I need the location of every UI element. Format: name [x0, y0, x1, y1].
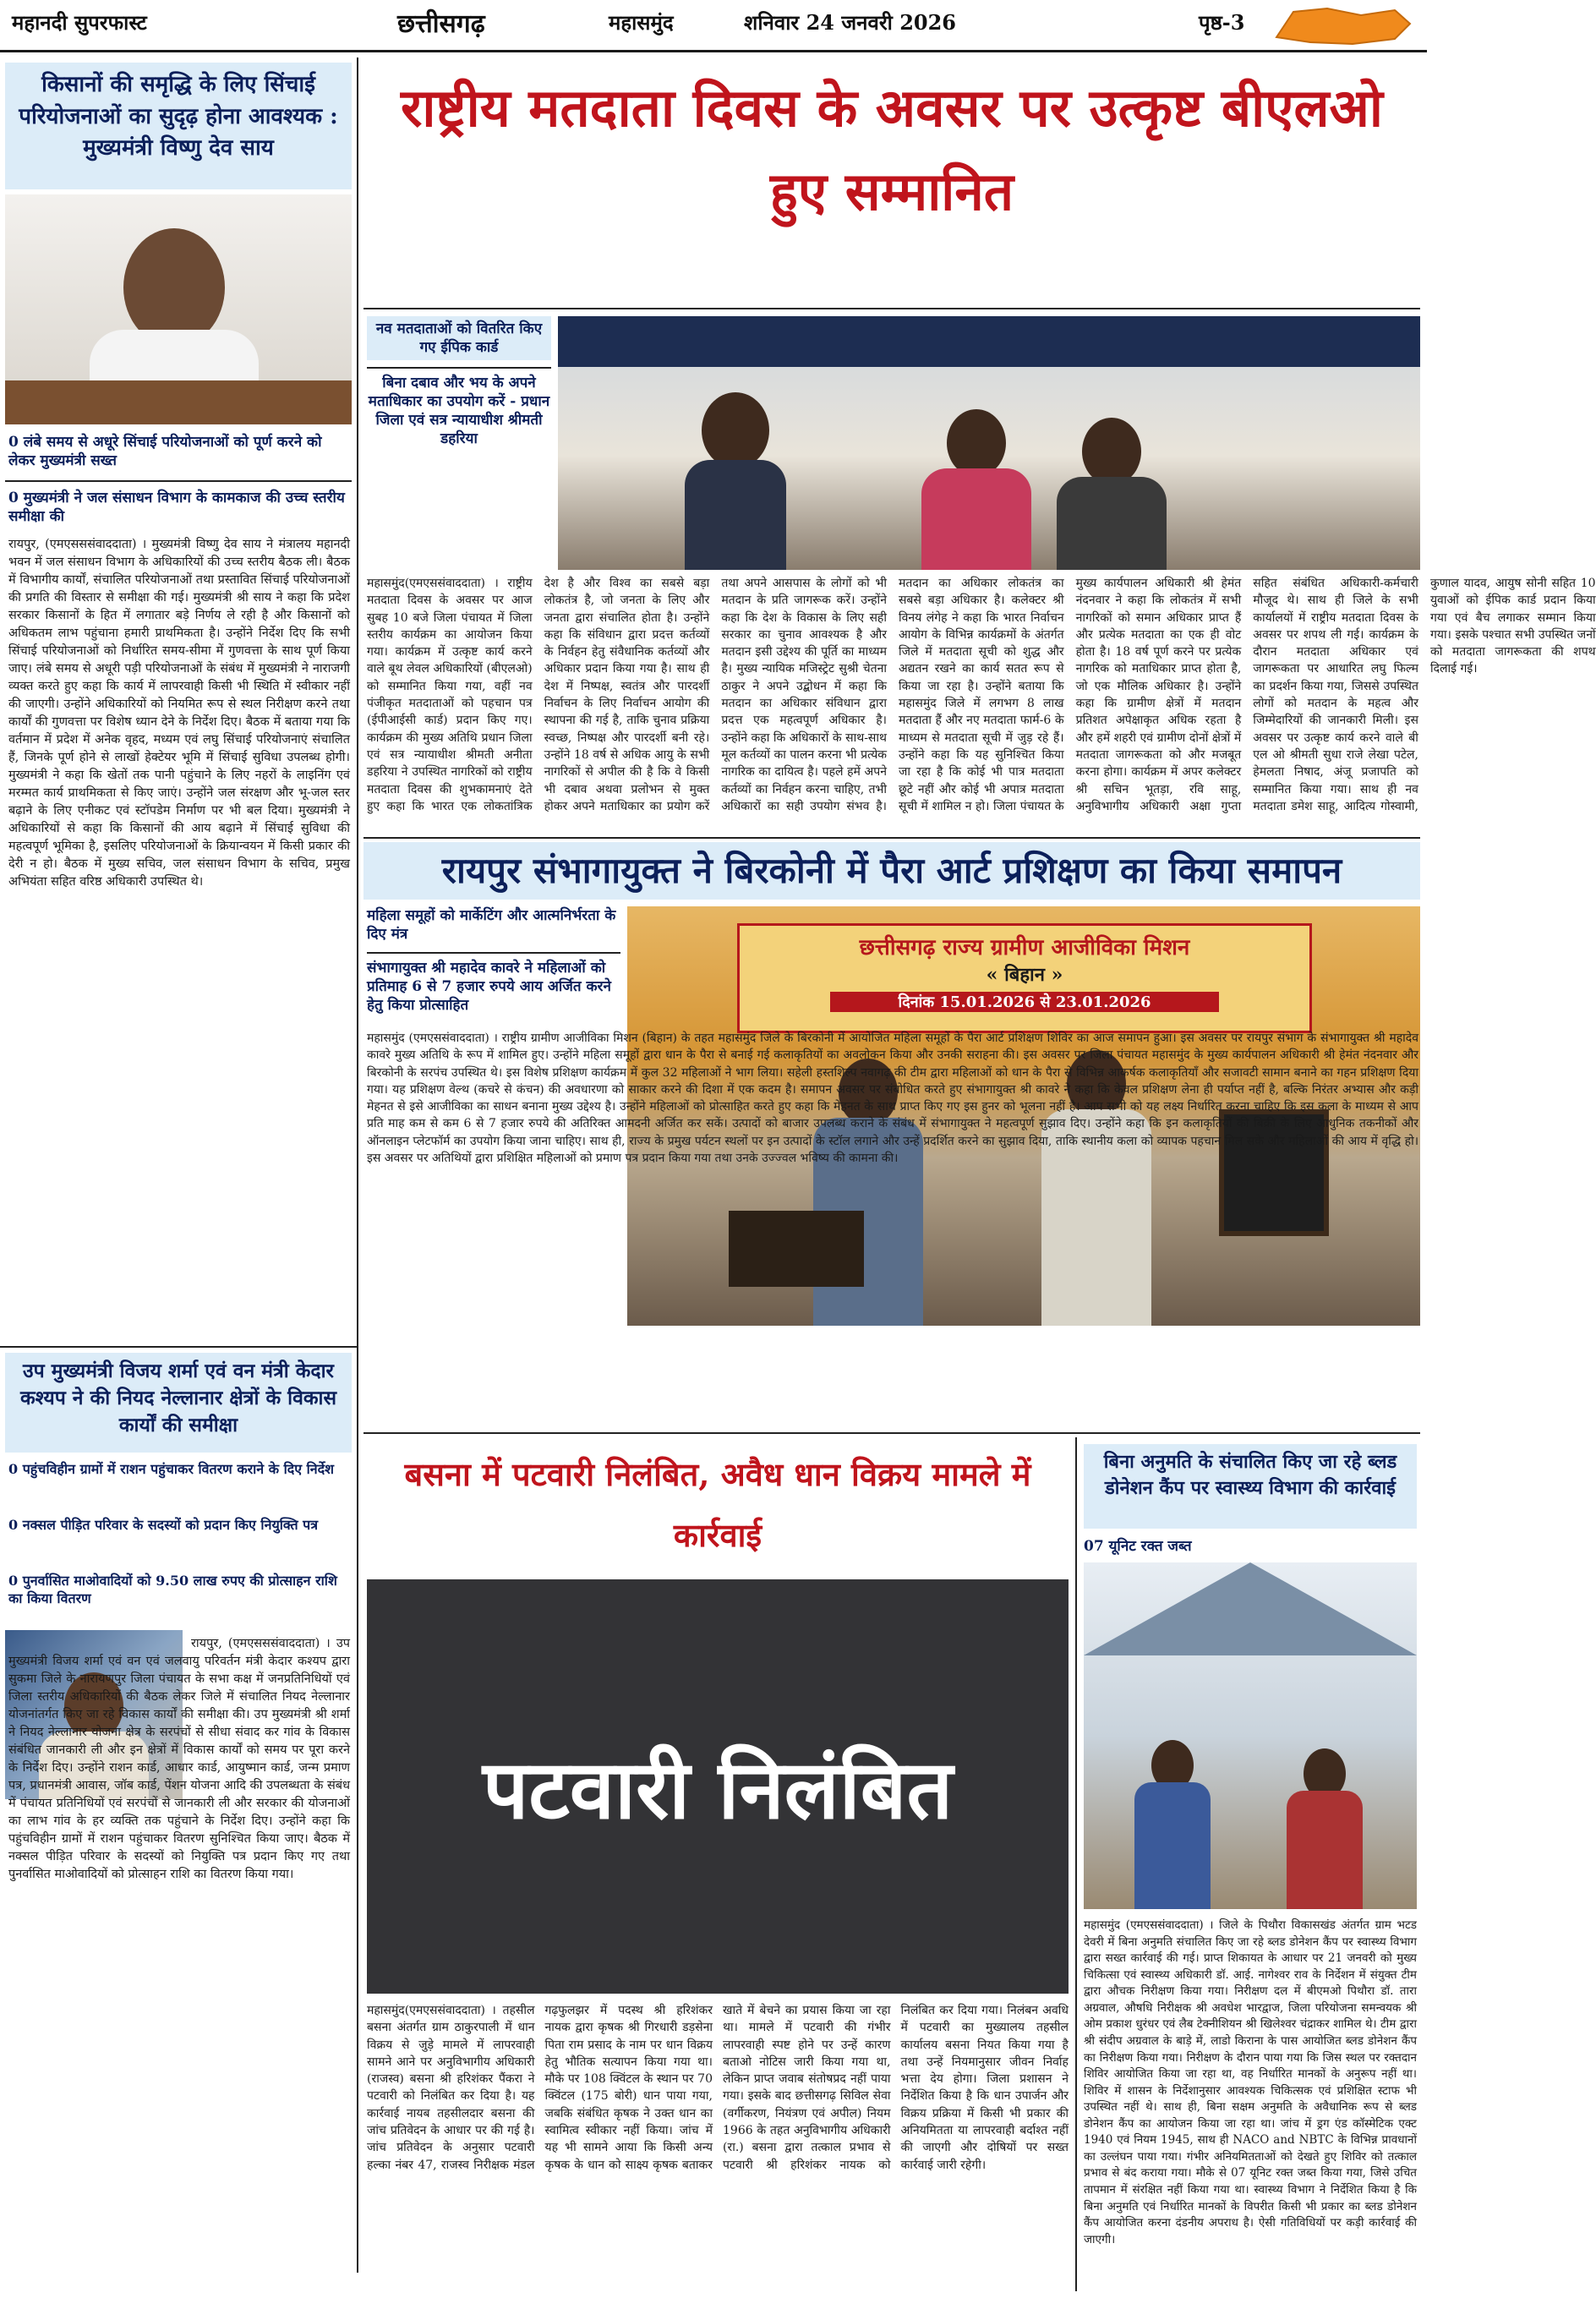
patwari-image-text: पटवारी निलंबित — [482, 1742, 954, 1837]
bla-body: महासमुंद(एमएससंवाददाता) । राष्ट्रीय मतदाता दिवस के अवसर पर आज सुबह 10 बजे जिला पंचायत में जिला स्तरीय कार्यक्रम का आयोजन किया गया। कार्यक्रम में उत्कृष्ट कार्य करने वाले बूथ लेवल अधिकारियों (बीएलओ) को सम्मानित किया गया, वहीं नव पंजीकृत मतदाताओं को पहचान पत्र (ईपीआईसी कार्ड) प्रदान किए गए। कार्यक्रम की मुख्य अतिथि प्रधान जिला एवं सत्र न्यायाधीश श्रीमती अनीता डहरिया ने उपस्थित नागरिकों को राष्ट्रीय मतदाता दिवस की शुभकामनाएं देते हुए कहा कि भारत एक लोकतांत्रिक देश है और विश्व का सबसे बड़ा लोकतंत्र है, जो जनता के लिए और जनता द्वारा संचालित होता है। उन्होंने कहा कि संविधान द्वारा प्रदत्त कर्तव्यों के निर्वहन हेतु संवैधानिक कर्तव्यों और अधिकार प्रदान किया गया है। साथ ही देश में निष्पक्ष, स्वतंत्र और पारदर्शी निर्वाचन के लिए निर्वाचन आयोग की स्थापना की गई है, ताकि चुनाव प्रक्रिया स्वच्छ, निष्पक्ष और पारदर्शी बनी रहे। उन्होंने 18 वर्ष से अधिक आयु के सभी नागरिकों से अपील की है कि वे किसी भी दबाव अथवा प्रलोभन से मुक्त होकर अपने मताधिकार का प्रयोग करें तथा अपने आसपास के लोगों को भी मतदान के प्रति जागरूक करें। उन्होंने कहा कि देश के विकास के लिए सही सरकार का चुनाव आवश्यक है और मतदान इसी उद्देश्य की पूर्ति का माध्यम है। मुख्य न्यायिक मजिस्ट्रेट सुश्री चेतना ठाकुर ने अपने उद्बोधन में कहा कि मतदान का अधिकार संविधान द्वारा प्रदत्त एक महत्वपूर्ण अधिकार है। उन्होंने कहा कि अधिकारों के साथ-साथ मूल कर्तव्यों का पालन करना भी प्रत्येक नागरिक का दायित्व है। पहले हमें अपने कर्तव्यों का निर्वहन करना चाहिए, तभी अधिकारों का सही उपयोग संभव है। मतदान का अधिकार लोकतंत्र का सबसे बड़ा अधिकार है। कलेक्टर श्री विनय लंगेह ने कहा कि भारत निर्वाचन आयोग के विभिन्न कार्यक्रमों के अंतर्गत जिले में मतदाता सूची को शुद्ध और अद्यतन रखने का कार्य सतत रूप से किया जा रहा है। उन्होंने बताया कि महासमुंद जिले में लगभग 8 लाख मतदाता हैं और नए मतदाता फार्म-6 के माध्यम से मतदाता सूची में जुड़ रहे हैं। उन्होंने कहा कि यह सुनिश्चित किया जा रहा है कि कोई भी पात्र मतदाता छूटे नहीं और कोई भी अपात्र मतदाता सूची में शामिल न हो। जिला पंचायत के मुख्य कार्यपालन अधिकारी श्री हेमंत नंदनवार ने कहा कि लोकतंत्र में सभी नागरिकों को समान अधिकार प्राप्त हैं और प्रत्येक मतदाता का एक ही वोट होता है। 18 वर्ष पूर्ण करने पर प्रत्येक नागरिक को मताधिकार प्राप्त होता है, जो एक मौलिक अधिकार है। उन्होंने कहा कि ग्रामीण क्षेत्रों में मतदान प्रतिशत अपेक्षाकृत अधिक रहता है और हमें शहरी एवं ग्रामीण दोनों क्षेत्रों में मतदाता जागरूकता को और मजबूत करना होगा। कार्यक्रम में अपर कलेक्टर श्री सचिन भूतड़ा, रवि साहू, अनुविभागीय अधिकारी अक्षा गुप्ता सहित संबंधित अधिकारी-कर्मचारी मौजूद थे। साथ ही जिले के सभी कार्यालयों में राष्ट्रीय मतदाता दिवस के अवसर पर शपथ ली गई। कार्यक्रम के दौरान मतदाता अधिकार एवं जागरूकता पर आधारित लघु फिल्म का प्रदर्शन किया गया, जिससे उपस्थित लोगों को मतदान के महत्व और जिम्मेदारियों की जानकारी मिली। इस अवसर पर उत्कृष्ट कार्य करने वाले बी एल ओ श्रीमती सुधा राजे लेखा पटेल, हेमलता निषाद, अंजू प्रजापति को सम्मानित किया गया। साथ ही नव मतदाता डमेश साहू, आदित्य गोस्वामी, कुणाल यादव, आयुष सोनी सहित 10 युवाओं को ईपिक कार्ड प्रदान किया गया एवं बैच लगाकर सम्मान किया गया। इसके पश्चात सभी उपस्थित जनों को मतदाता जागरूकता की शपथ दिलाई गई। — [367, 577, 1596, 813]
story1-bullet-2: 0 मुख्यमंत्री ने जल संसाधन विभाग के कामकाज की उच्च स्तरीय समीक्षा की — [8, 490, 345, 526]
bla-side-1: नव मतदाताओं को वितरित किए गए ईपिक कार्ड — [367, 316, 551, 360]
bla-sidebar — [367, 316, 551, 449]
story2-headline-box — [5, 1353, 352, 1453]
state-map-icon — [1260, 3, 1420, 49]
story2-bullet-1: 0 पहुंचविहीन ग्रामों में राशन पहुंचाकर वितरण कराने के दिए निर्देश — [8, 1461, 335, 1477]
masthead — [0, 0, 1427, 52]
state-name: छत्तीसगढ़ — [397, 9, 485, 39]
blood-headline: बिना अनुमति के संचालित किए जा रहे ब्लड डोनेशन कैंप पर स्वास्थ्य विभाग की कार्रवाई — [1084, 1444, 1417, 1529]
para-banner-date: दिनांक 15.01.2026 से 23.01.2026 — [830, 992, 1219, 1012]
patwari-image — [367, 1579, 1069, 1994]
story1-photo — [5, 194, 352, 424]
para-banner — [737, 923, 1312, 1033]
story2-bullet-2: 0 नक्सल पीड़ित परिवार के सदस्यों को प्रदान किए नियुक्ति पत्र — [8, 1517, 319, 1533]
blood-side-1: 07 यूनिट रक्त जब्त — [1084, 1538, 1192, 1555]
patwari-headline: बसना में पटवारी निलंबित, अवैध धान विक्रय मामले में कार्रवाई — [404, 1455, 1031, 1555]
para-body: महासमुंद (एमएससंवाददाता) । राष्ट्रीय ग्रामीण आजीविका मिशन (बिहान) के तहत महासमुंद जिले के बिरकोनी में आयोजित महिला समूहों के पैरा आर्ट प्रशिक्षण शिविर का आज समापन हुआ। इस अवसर पर रायपुर संभाग के संभागायुक्त श्री महादेव कावरे मुख्य अतिथि के रूप में शामिल हुए। उन्होंने महिला समूहों द्वारा धान के पैरा से बनाई गई कलाकृतियों का अवलोकन किया और उनकी सराहना की। इस अवसर पर जिला पंचायत महासमुंद के मुख्य कार्यपालन अधिकारी श्री हेमंत नंदनवार और बिरकोनी के सरपंच उपस्थित थे। इस विशेष प्रशिक्षण कार्यक्रम में कुल 32 महिलाओं ने भाग लिया। सहेली हस्तशिल्प नवागढ़ की टीम द्वारा महिलाओं को धान के पैरा से विभिन्न आकर्षक कलाकृतियाँ और सजावटी सामान बनाने का गहन प्रशिक्षण दिया गया। यह प्रशिक्षण वेल्थ (कचरे से कंचन) की अवधारणा को साकार करने की दिशा में एक कदम है। समापन अवसर पर संबोधित करते हुए संभागायुक्त श्री कावरे ने कहा कि केवल प्रशिक्षण लेना ही पर्याप्त नहीं है, बल्कि निरंतर अभ्यास और कड़ी मेहनत से इसे आजीविका का साधन बनाना मुख्य उद्देश्य है। उन्होंने महिलाओं को प्रोत्साहित करते हुए कहा कि मेहनत के साथ प्राप्त किए गए इस हुनर को भूलना नहीं है। आप सभी को यह लक्ष्य निर्धारित करना चाहिए कि इस कला के माध्यम से आप प्रति माह कम से कम 6 से 7 हजार रुपये की अतिरिक्त आमदनी अर्जित कर सकें। उत्पादों को बाजार उपलब्ध कराने के संबंध में संभागायुक्त ने महत्वपूर्ण सुझाव दिए। उन्होंने कहा कि इन कलाकृतियों की बिक्री के लिए आधुनिक तकनीकों और ऑनलाइन प्लेटफॉर्म का उपयोग किया जाना चाहिए। साथ ही, राज्य के प्रमुख पर्यटन स्थलों पर इन उत्पादों के स्टॉल लगाने और उन्हें प्रदर्शित करने का सुझाव दिया, ताकि स्थानीय कला को व्यापक पहचान मिल सके और महिलाओं की आय में वृद्धि हो। इस अवसर पर अतिथियों द्वारा प्रशिक्षित महिलाओं को प्रमाण पत्र प्रदान किया गया तथा उनके उज्ज्वल भविष्य की कामना की। — [367, 1031, 1418, 1166]
page-number: पृष्ठ-3 — [1199, 10, 1245, 35]
para-side-1: महिला समूहों को मार्केटिंग और आत्मनिर्भरता के दिए मंत्र — [367, 907, 616, 944]
story2-bullet-3: 0 पुनर्वासित माओवादियों को 9.50 लाख रुपए की प्रोत्साहन राशि का किया वितरण — [8, 1573, 337, 1606]
bla-headline: राष्ट्रीय मतदाता दिवस के अवसर पर उत्कृष्ट बीएलओ हुए सम्मानित — [401, 77, 1383, 223]
para-banner-sub: « बिहान » — [986, 964, 1063, 986]
story2-body: रायपुर, (एमएसससंवाददाता) । उप मुख्यमंत्री विजय शर्मा एवं वन एवं जलवायु परिवर्तन मंत्री केदार कश्यप द्वारा सुकमा जिले के नारायणपुर जिला पंचायत के सभा कक्ष में जनप्रतिनिधियों एवं जिला स्तरीय अधिकारियों की बैठक लेकर जिले में संचालित नियद नेल्लानार योजनांतर्गत किए जा रहे विकास कार्यों की समीक्षा की। उप मुख्यमंत्री श्री शर्मा ने नियद नेल्लानार योजना क्षेत्र के सरपंचों से सीधा संवाद कर गांव के विकास संबंधित जानकारी ली और इन क्षेत्रों में विकास कार्यों को समय पर पूरा करने के निर्देश दिए। उन्होंने राशन कार्ड, आधार कार्ड, आयुष्मान कार्ड, जन्म प्रमाण पत्र, प्रधानमंत्री आवास, जॉब कार्ड, पेंशन योजना आदि की उपलब्धता के संबंध में पंचायत प्रतिनिधियों एवं सरपंचों से जानकारी ली और सरकार की योजनाओं का लाभ गांव के हर व्यक्ति तक पहुंचाने के निर्देश दिए। उन्होंने कहा कि पहुंचविहीन ग्रामों में राशन पहुंचाकर वितरण सुनिश्चित किया जाए। बैठक में नक्सल पीड़ित परिवार के सदस्यों को नियुक्ति पत्र प्रदान किए गए तथा पुनर्वासित माओवादियों को प्रोत्साहन राशि का वितरण किया गया। — [8, 1637, 350, 1882]
para-headline: रायपुर संभागायुक्त ने बिरकोनी में पैरा आर्ट प्रशिक्षण का किया समापन — [363, 842, 1420, 900]
story2-headline: उप मुख्यमंत्री विजय शर्मा एवं वन मंत्री केदार कश्यप ने की नियद नेल्लानार क्षेत्रों के विकास कार्यों की समीक्षा — [19, 1360, 337, 1437]
blood-photo — [1084, 1562, 1417, 1909]
story1-bullet-1: 0 लंबे समय से अधूरे सिंचाई परियोजनाओं को पूर्ण करने को लेकर मुख्यमंत्री सख्त — [8, 434, 322, 470]
left-column — [0, 57, 358, 2273]
story1-headline: किसानों की समृद्धि के लिए सिंचाई परियोजनाओं का सुदृढ़ होना आवश्यक : मुख्यमंत्री विष्णु देव साय — [19, 72, 338, 161]
story1-body: रायपुर, (एमएसससंवाददाता) । मुख्यमंत्री विष्णु देव साय ने मंत्रालय महानदी भवन में जल संसाधन विभाग के अधिकारियों की उच्च स्तरीय बैठक ली। बैठक में विभागीय कार्यों, संचालित परियोजनाओं तथा प्रस्तावित सिंचाई परियोजनाओं की प्रगति की विस्तार से समीक्षा की गई। मुख्यमंत्री श्री साय ने कहा कि प्रदेश सरकार किसानों के हित में लगातार बड़े निर्णय ले रही है और किसानों को अधिकतम लाभ पहुंचाना हमारी प्राथमिकता है। उन्होंने निर्देश दिए कि सभी सिंचाई परियोजनाओं को निर्धारित समय-सीमा में गुणवत्ता के साथ पूर्ण किया जाए। लंबे समय से अधूरी पड़ी परियोजनाओं के संबंध में मुख्यमंत्री ने नाराजगी व्यक्त करते हुए कहा कि कार्य में लापरवाही किसी भी स्थिति में स्वीकार नहीं की जाएगी। उन्होंने अधिकारियों को नियमित रूप से स्थल निरीक्षण करने तथा कार्यों की गुणवत्ता पर विशेष ध्यान देने के निर्देश दिए। बैठक में बताया गया कि वर्तमान में प्रदेश में अनेक वृहद, मध्यम एवं लघु सिंचाई परियोजनाएं संचालित हैं, जिनके पूर्ण होने से लाखों हेक्टेयर भूमि में सिंचाई सुविधा उपलब्ध होगी। मुख्यमंत्री ने कहा कि खेतों तक पानी पहुंचाने के लिए नहरों के लाइनिंग एवं मरम्मत कार्य प्राथमिकता से किए जाएं। उन्होंने जल संरक्षण और भू-जल स्तर बढ़ाने के लिए एनीकट एवं स्टॉपडेम निर्माण पर भी बल दिया। मुख्यमंत्री ने अधिकारियों से कहा कि किसानों की आय बढ़ाने में सिंचाई सुविधा की महत्वपूर्ण भूमिका है, इसलिए परियोजनाओं के क्रियान्वयन में किसी प्रकार की देरी न हो। बैठक में मुख्य सचिव, जल संसाधन विभाग के सचिव, प्रमुख अभियंता सहित वरिष्ठ अधिकारी उपस्थित थे। — [8, 538, 350, 889]
bla-headline-box — [363, 57, 1420, 309]
para-side-2: संभागायुक्त श्री महादेव कावरे ने महिलाओं को प्रतिमाह 6 से 7 हजार रुपये आय अर्जित करने हेतु किया प्रोत्साहित — [367, 952, 620, 1015]
issue-date: शनिवार 24 जनवरी 2026 — [744, 10, 956, 35]
para-sidebar — [367, 906, 620, 1015]
blood-body: महासमुंद (एमएससंवाददाता) । जिले के पिथौरा विकासखंड अंतर्गत ग्राम भटड देवरी में बिना अनुमति संचालित किए जा रहे ब्लड डोनेशन कैंप पर स्वास्थ्य विभाग द्वारा सख्त कार्रवाई की गई। प्राप्त शिकायत के आधार पर 21 जनवरी को मुख्य चिकित्सा एवं स्वास्थ्य अधिकारी डॉ. आई. नागेश्वर राव के निर्देशन में संयुक्त टीम द्वारा औचक निरीक्षण किया गया। निरीक्षण दल में बीएमओ पिथौरा डॉ. तारा अग्रवाल, औषधि निरीक्षक श्री अवधेश भारद्वाज, जिला परियोजना समन्वयक श्री ओम प्रकाश धुरंधर एवं लैब टेक्नीशियन श्री खिलेश्वर चंद्राकर शामिल थे। टीम द्वारा श्री संदीप अग्रवाल के बाड़े में, लाडो किराना के पास आयोजित ब्लड डोनेशन कैंप का निरीक्षण किया गया। निरीक्षण के दौरान पाया गया कि जिस स्थल पर रक्तदान शिविर आयोजित किया जा रहा था, वह निर्धारित मानकों के अनुरूप नहीं था। शिविर में शासन के निर्देशानुसार आवश्यक चिकित्सक एवं प्रशिक्षित स्टाफ भी उपस्थित नहीं थे। साथ ही, बिना सक्षम अनुमति के अवैधानिक रूप से ब्लड डोनेशन कैंप का आयोजन किया जा रहा था। जांच में ड्रग एंड कॉस्मेटिक एक्ट 1940 एवं नियम 1945, साथ ही NACO and NBTC के विभिन्न प्रावधानों का उल्लंघन पाया गया। गंभीर अनियमितताओं को देखते हुए शिविर को तत्काल प्रभाव से बंद कराया गया। मौके से 07 यूनिट रक्त जब्त किया गया, जिसे उचित तापमान में संरक्षित नहीं किया गया था। स्वास्थ्य विभाग ने निर्देशित किया है कि बिना अनुमति एवं निर्धारित मानकों के विपरीत किसी भी प्रकार का ब्लड डोनेशन कैंप आयोजित करना दंडनीय अपराध है। ऐसी गतिविधियों पर कड़ी कार्रवाई की जाएगी। — [1084, 1918, 1417, 2246]
patwari-body: महासमुंद(एमएससंवाददाता) । तहसील बसना अंतर्गत ग्राम ठाकुरपाली में धान विक्रय से जुड़े मामले में लापरवाही सामने आने पर अनुविभागीय अधिकारी (राजस्व) बसना श्री हरिशंकर पैंकरा ने पटवारी को निलंबित कर दिया है। यह कार्रवाई नायब तहसीलदार बसना की जांच प्रतिवेदन के आधार पर की गई है। जांच प्रतिवेदन के अनुसार पटवारी हल्का नंबर 47, राजस्व निरीक्षक मंडल गढ़फुलझर में पदस्थ श्री हरिशंकर नायक द्वारा कृषक श्री गिरधारी डड़सेना पिता राम प्रसाद के नाम पर धान विक्रय हेतु भौतिक सत्यापन किया गया था। मौके पर 108 क्विंटल के स्थान पर 70 क्विंटल (175 बोरी) धान पाया गया, जबकि संबंधित कृषक ने उक्त धान का स्वामित्व स्वीकार नहीं किया। जांच में यह भी सामने आया कि किसी अन्य कृषक के धान को साक्ष्य कृषक बताकर खाते में बेचने का प्रयास किया जा रहा था। मामले में पटवारी की गंभीर लापरवाही स्पष्ट होने पर उन्हें कारण बताओ नोटिस जारी किया गया था, लेकिन प्राप्त जवाब संतोषप्रद नहीं पाया गया। इसके बाद छत्तीसगढ़ सिविल सेवा (वर्गीकरण, नियंत्रण एवं अपील) नियम 1966 के तहत अनुविभागीय अधिकारी (रा.) बसना द्वारा तत्काल प्रभाव से पटवारी श्री हरिशंकर नायक को निलंबित कर दिया गया। निलंबन अवधि में पटवारी का मुख्यालय तहसील कार्यालय बसना नियत किया गया है तथा उन्हें नियमानुसार जीवन निर्वाह भत्ता देय होगा। जिला प्रशासन ने निर्देशित किया है कि धान उपार्जन और विक्रय प्रक्रिया में किसी भी प्रकार की अनियमितता या लापरवाही बर्दाश्त नहीं की जाएगी और दोषियों पर सख्त कार्रवाई जारी रहेगी। — [367, 2004, 1069, 2172]
publication-name: महानदी सुपरफास्ट — [12, 10, 147, 35]
bla-photo — [558, 316, 1420, 570]
bla-side-2: बिना दबाव और भय के अपने मताधिकार का उपयोग करें - प्रधान जिला एवं सत्र न्यायाधीश श्रीमती डहरिया — [367, 367, 551, 448]
story1-headline-box — [5, 63, 352, 189]
city-name: महासमुंद — [609, 10, 674, 35]
para-banner-line: छत्तीसगढ़ राज्य ग्रामीण आजीविका मिशन — [859, 935, 1190, 960]
